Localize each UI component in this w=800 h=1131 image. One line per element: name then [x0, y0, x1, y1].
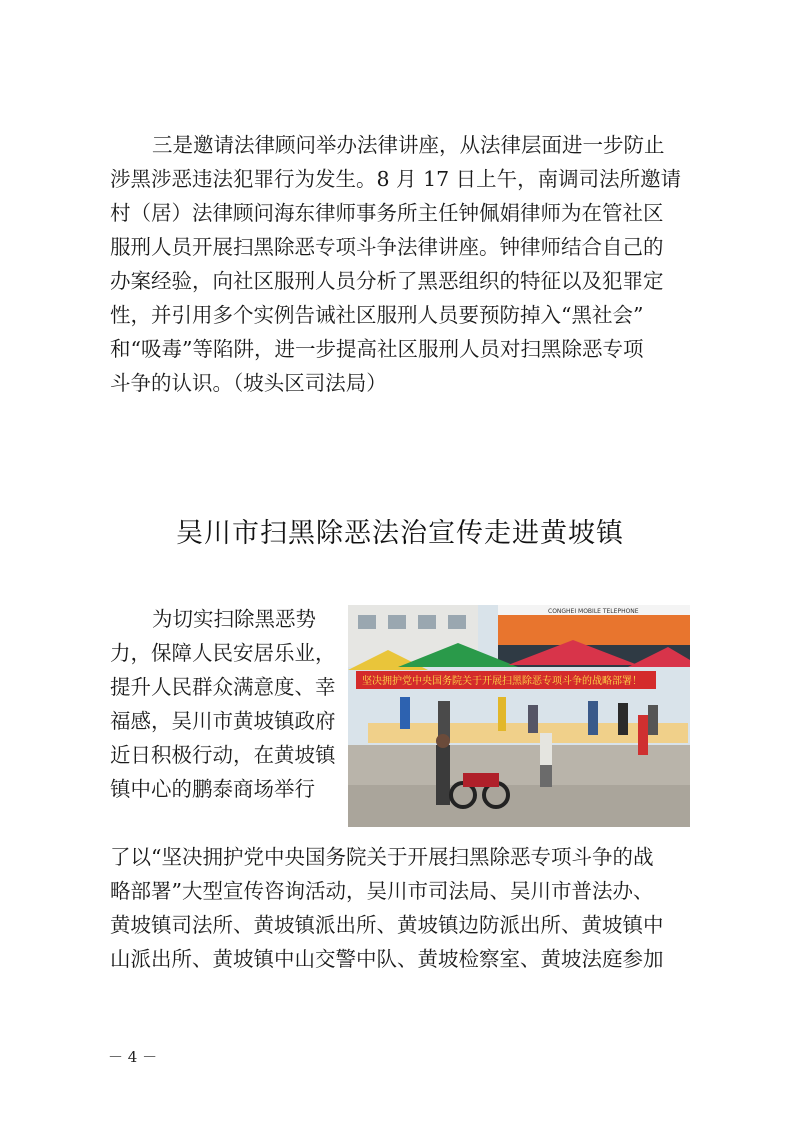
article-intro-wrapped	[110, 602, 350, 806]
text-line: 为切实扫除黑恶势	[152, 607, 316, 631]
text-line: 办案经验，向社区服刑人员分析了黑恶组织的特征以及犯罪定	[110, 269, 664, 293]
text-line: 力，保障人民安居乐业，	[110, 641, 336, 665]
page-number: － 4 －	[108, 1048, 158, 1066]
text-line: 和“吸毒”等陷阱，进一步提高社区服刑人员对扫黑除恶专项	[110, 337, 644, 361]
article-body	[110, 840, 700, 976]
text-line: 三是邀请法律顾问举办法律讲座，从法律层面进一步防止	[152, 133, 665, 157]
text-line: 镇中心的鹏泰商场举行	[110, 777, 315, 801]
text-line: 性，并引用多个实例告诫社区服刑人员要预防掉入“黑社会”	[110, 303, 644, 327]
text-line: 山派出所、黄坡镇中山交警中队、黄坡检察室、黄坡法庭参加	[110, 947, 664, 971]
text-line: 服刑人员开展扫黑除恶专项斗争法律讲座。钟律师结合自己的	[110, 235, 664, 259]
banner-text: 坚决拥护党中央国务院关于开展扫黑除恶专项斗争的战略部署！	[362, 676, 642, 687]
text-line: 村（居）法律顾问海东律师事务所主任钟佩娟律师为在管社区	[110, 201, 664, 225]
store-sign-text: CONGHEI MOBILE TELEPHONE	[548, 608, 639, 615]
text-line: 黄坡镇司法所、黄坡镇派出所、黄坡镇边防派出所、黄坡镇中	[110, 913, 664, 937]
text-line: 提升人民群众满意度、幸	[110, 675, 336, 699]
text-line: 福感，吴川市黄坡镇政府	[110, 709, 336, 733]
paragraph-legal-lecture	[110, 128, 700, 400]
text-line: 涉黑涉恶违法犯罪行为发生。8 月 17 日上午，南调司法所邀请	[110, 167, 682, 191]
text-line: 了以“坚决拥护党中央国务院关于开展扫黑除恶专项斗争的战	[110, 845, 654, 869]
text-line: 斗争的认识。（坡头区司法局）	[110, 371, 387, 395]
event-photo	[348, 605, 690, 827]
text-line: 略部署”大型宣传咨询活动，吴川市司法局、吴川市普法办、	[110, 879, 654, 903]
article-title: 吴川市扫黑除恶法治宣传走进黄坡镇	[176, 518, 624, 549]
text-line: 近日积极行动，在黄坡镇	[110, 743, 336, 767]
